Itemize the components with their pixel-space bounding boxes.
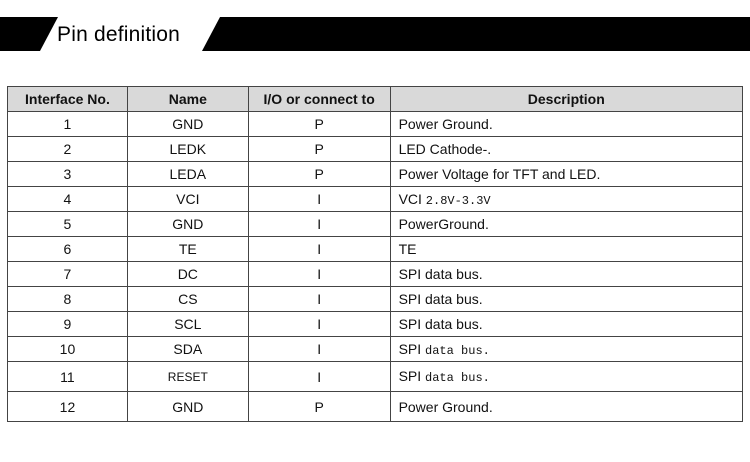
cell-interface-no: 2 <box>8 137 128 162</box>
cell-io: I <box>248 287 390 312</box>
cell-name: SCL <box>127 312 248 337</box>
table-row <box>8 392 743 422</box>
cell-description: TE <box>390 237 742 262</box>
column-header-io: I/O or connect to <box>248 87 390 112</box>
table-row <box>8 312 743 337</box>
cell-io: I <box>248 337 390 362</box>
cell-interface-no: 12 <box>8 392 128 422</box>
cell-description: SPI data bus. <box>390 262 742 287</box>
cell-name: LEDA <box>127 162 248 187</box>
column-header-interface-no: Interface No. <box>8 87 128 112</box>
cell-io: I <box>248 187 390 212</box>
cell-description: Power Ground. <box>390 112 742 137</box>
table-row <box>8 187 743 212</box>
column-header-description: Description <box>390 87 742 112</box>
table-row <box>8 237 743 262</box>
cell-description <box>390 187 742 212</box>
description-text-small: data bus. <box>425 371 490 385</box>
table-row <box>8 212 743 237</box>
cell-name: RESET <box>127 362 248 392</box>
cell-name: TE <box>127 237 248 262</box>
cell-description <box>390 362 742 392</box>
pin-definition-table <box>7 86 743 422</box>
cell-io: I <box>248 212 390 237</box>
cell-name: GND <box>127 112 248 137</box>
cell-name: DC <box>127 262 248 287</box>
cell-name: GND <box>127 212 248 237</box>
table-row <box>8 162 743 187</box>
cell-interface-no: 11 <box>8 362 128 392</box>
cell-description: LED Cathode-. <box>390 137 742 162</box>
cell-io: P <box>248 112 390 137</box>
table-row <box>8 362 743 392</box>
table-row <box>8 287 743 312</box>
cell-interface-no: 1 <box>8 112 128 137</box>
cell-interface-no: 8 <box>8 287 128 312</box>
table-header-row <box>8 87 743 112</box>
cell-interface-no: 10 <box>8 337 128 362</box>
table-row <box>8 337 743 362</box>
cell-io: I <box>248 312 390 337</box>
cell-name: VCI <box>127 187 248 212</box>
cell-interface-no: 3 <box>8 162 128 187</box>
cell-io: P <box>248 137 390 162</box>
cell-interface-no: 9 <box>8 312 128 337</box>
cell-description: SPI data bus. <box>390 312 742 337</box>
cell-name: LEDK <box>127 137 248 162</box>
cell-io: I <box>248 362 390 392</box>
cell-io: P <box>248 162 390 187</box>
cell-name: GND <box>127 392 248 422</box>
cell-description: SPI data bus. <box>390 287 742 312</box>
cell-description <box>390 337 742 362</box>
cell-io: I <box>248 262 390 287</box>
description-text: VCI <box>398 190 422 207</box>
table-row <box>8 137 743 162</box>
cell-description: Power Ground. <box>390 392 742 422</box>
page-title: Pin definition <box>57 23 181 46</box>
cell-description: PowerGround. <box>390 212 742 237</box>
cell-interface-no: 7 <box>8 262 128 287</box>
cell-name: SDA <box>127 337 248 362</box>
cell-io: P <box>248 392 390 422</box>
description-voltage-range: 2.8V-3.3V <box>425 193 491 208</box>
cell-name: CS <box>127 287 248 312</box>
column-header-name: Name <box>127 87 248 112</box>
description-text-small: data bus. <box>425 343 490 358</box>
cell-interface-no: 4 <box>8 187 128 212</box>
cell-description: Power Voltage for TFT and LED. <box>390 162 742 187</box>
cell-interface-no: 5 <box>8 212 128 237</box>
description-text: SPI <box>398 368 422 384</box>
description-text: SPI <box>398 340 422 357</box>
table-row <box>8 262 743 287</box>
cell-interface-no: 6 <box>8 237 128 262</box>
table-row <box>8 112 743 137</box>
cell-io: I <box>248 237 390 262</box>
